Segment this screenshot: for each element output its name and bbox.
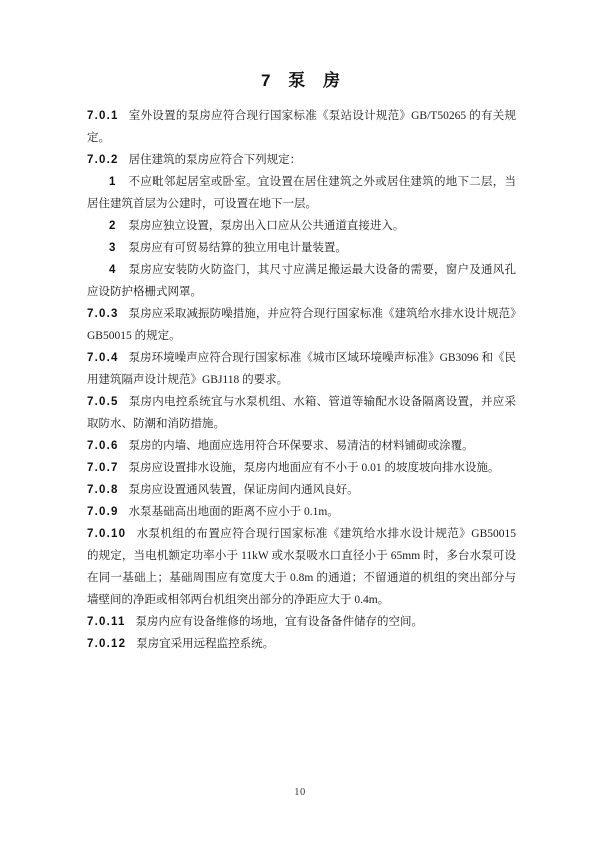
page-number: 10 (294, 787, 306, 798)
clause-number: 7.0.5 (87, 396, 119, 408)
clause-text: 泵房环境噪声应符合现行国家标准《城市区域环境噪声标准》GB3096 和《民用建筑隔声设计规范》GBJ118 的要求。 (87, 352, 516, 386)
list-item-2 (87, 215, 516, 237)
clause-7-0-8 (87, 479, 516, 501)
item-number: 2 (109, 220, 116, 232)
item-number: 4 (109, 264, 116, 276)
clause-number: 7.0.1 (87, 110, 119, 122)
clause-number: 7.0.4 (87, 352, 119, 364)
chapter-title: 7 泵 房 (261, 71, 342, 90)
item-text: 泵房应独立设置，泵房出入口应从公共通道直接进入。 (128, 220, 405, 232)
list-item-1 (87, 171, 516, 215)
clause-text: 泵房内电控系统宜与水泵机组、水箱、管道等输配水设备隔离设置，并应采取防水、防潮和消防措施。 (87, 396, 516, 430)
clause-text: 泵房内应有设备维修的场地，宜有设备备件储存的空间。 (135, 616, 424, 628)
clause-number: 7.0.9 (87, 506, 119, 518)
clause-number: 7.0.6 (87, 440, 119, 452)
clause-number: 7.0.2 (87, 154, 119, 166)
item-text: 不应毗邻起居室或卧室。宜设置在居住建筑之外或居住建筑的地下二层，当居住建筑首层为公建时，可设置在地下一层。 (87, 176, 516, 210)
clause-7-0-7 (87, 457, 516, 479)
item-text: 泵房应安装防火防盗门，其尺寸应满足搬运最大设备的需要，窗户及通风孔应设防护格栅式网罩。 (87, 264, 516, 298)
clause-7-0-12 (87, 633, 516, 655)
document-content (87, 70, 516, 655)
clause-7-0-1 (87, 105, 516, 149)
item-number: 3 (109, 242, 116, 254)
clause-7-0-10 (87, 523, 516, 611)
clause-7-0-2 (87, 149, 516, 171)
clause-7-0-5 (87, 391, 516, 435)
clause-7-0-6 (87, 435, 516, 457)
clause-text: 泵房应采取减振防噪措施，并应符合现行国家标准《建筑给水排水设计规范》GB50015 的规定。 (87, 308, 516, 342)
clause-number: 7.0.11 (87, 616, 126, 628)
item-text: 泵房应有可贸易结算的独立用电计量装置。 (128, 242, 347, 254)
clause-7-0-4 (87, 347, 516, 391)
clause-number: 7.0.10 (87, 528, 127, 540)
clause-number: 7.0.12 (87, 638, 127, 650)
list-item-4 (87, 259, 516, 303)
clause-text: 泵房应设置通风装置，保证房间内通风良好。 (128, 484, 359, 496)
clause-number: 7.0.7 (87, 462, 119, 474)
clause-7-0-11 (87, 611, 516, 633)
clause-7-0-3 (87, 303, 516, 347)
clause-number: 7.0.3 (87, 308, 119, 320)
clause-text: 水泵机组的布置应符合现行国家标准《建筑给水排水设计规范》GB50015 的规定，当电机额定功率小于 11kW 或水泵吸水口直径小于 65mm 时，多台水泵可设在同一基础上；基础周围应有宽度大于 0.8m 的通道；不留通道的机组的突出部分与墙壁间的净距或相邻两台机组突出部分的净距应大于 0.4m。 (87, 528, 516, 606)
clause-text: 泵房的内墙、地面应选用符合环保要求、易清洁的材料铺砌或涂覆。 (128, 440, 474, 452)
clause-number: 7.0.8 (87, 484, 119, 496)
clause-text: 泵房宜采用远程监控系统。 (136, 638, 275, 650)
list-item-3 (87, 237, 516, 259)
clause-text: 居住建筑的泵房应符合下列规定： (128, 154, 302, 166)
item-number: 1 (109, 176, 116, 188)
clause-text: 室外设置的泵房应符合现行国家标准《泵站设计规范》GB/T50265 的有关规定。 (87, 110, 516, 144)
clause-7-0-9 (87, 501, 516, 523)
clause-text: 水泵基础高出地面的距离不应小于 0.1m。 (128, 506, 339, 518)
clause-text: 泵房应设置排水设施，泵房内地面应有不小于 0.01 的坡度坡向排水设施。 (128, 462, 500, 474)
